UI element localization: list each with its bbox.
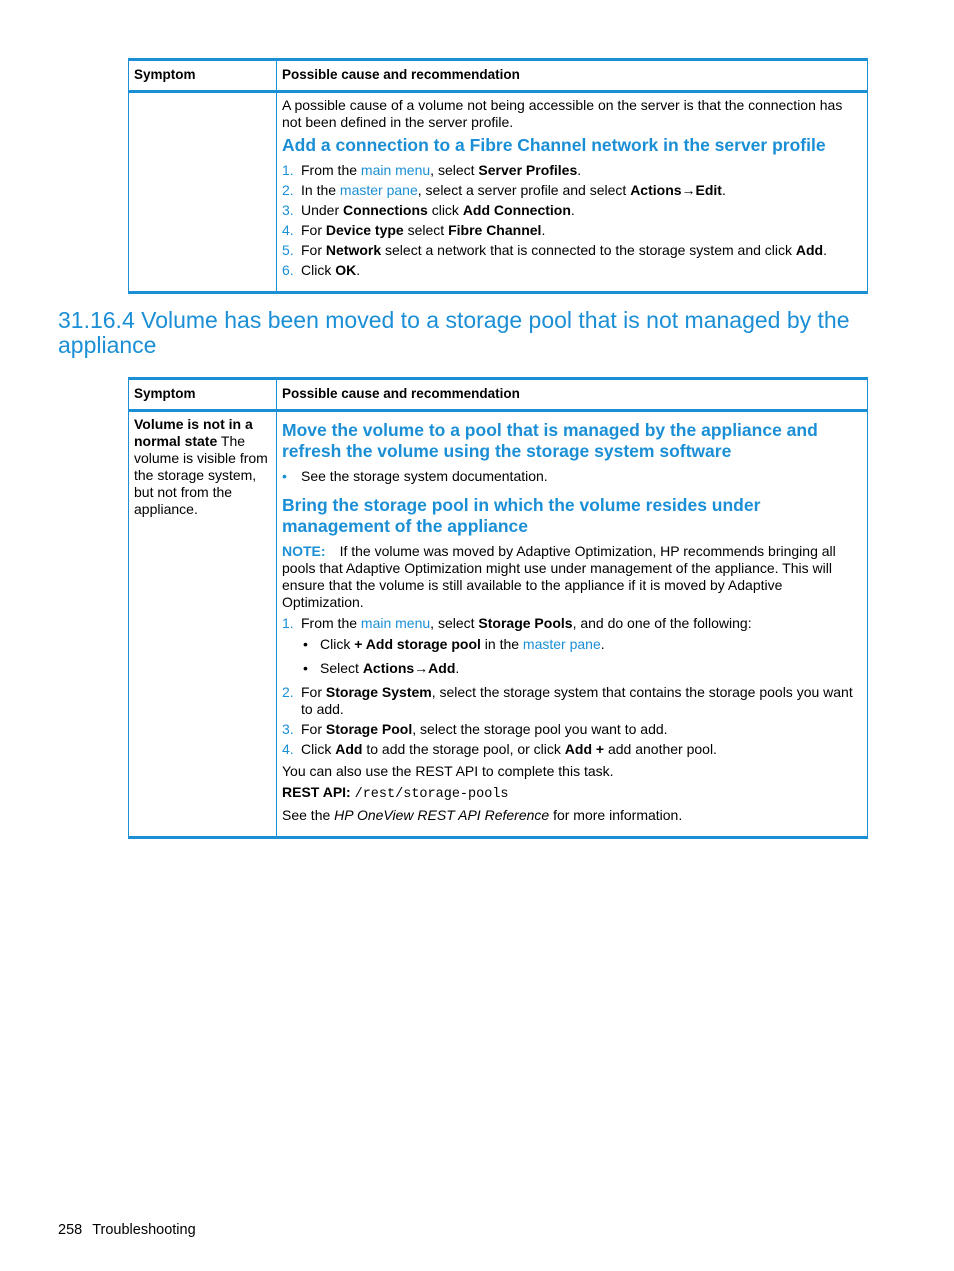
- table-storage-pool: [128, 377, 868, 839]
- step-1: 1. From the main menu, select Storage Pools, and do one of the following: • Click + Add storage pool in the master pane. • Select Actions→Add.: [282, 615, 862, 677]
- list-item: • Select Actions→Add.: [303, 660, 460, 676]
- step-6: 6. Click OK.: [282, 262, 361, 278]
- list-item: • See the storage system documentation.: [282, 468, 548, 484]
- step-4: 4. For Device type select Fibre Channel.: [282, 222, 546, 238]
- symptom-title: Volume is not in a normal state: [134, 416, 253, 449]
- header-cause: Possible cause and recommendation: [277, 379, 868, 411]
- main-menu-link[interactable]: main menu: [360, 162, 431, 178]
- header-symptom: Symptom: [129, 379, 277, 411]
- procedure-title-bring: Bring the storage pool in which the volume resides under management of the appliance: [282, 495, 761, 536]
- master-pane-link[interactable]: master pane: [522, 636, 601, 652]
- footer-label: Troubleshooting: [92, 1222, 196, 1238]
- procedure-title: Add a connection to a Fibre Channel network in the server profile: [282, 135, 826, 155]
- step-1: 1. From the main menu, select Server Profiles.: [282, 162, 582, 178]
- sub-list: [301, 636, 862, 677]
- page-footer: [58, 1222, 196, 1238]
- table-row: [129, 411, 868, 838]
- intro-text: A possible cause of a volume not being accessible on the server is that the connection has not been defined in the server profile.: [282, 97, 843, 130]
- master-pane-link[interactable]: master pane: [339, 182, 418, 198]
- symptom-cell: [129, 92, 277, 293]
- step-4: 4. Click Add to add the storage pool, or click Add + add another pool.: [282, 741, 717, 757]
- note: [282, 543, 862, 611]
- step-2: 2. In the master pane, select a server profile and select Actions→Edit.: [282, 182, 726, 198]
- bullet-icon: •: [303, 636, 308, 652]
- see-reference: See the HP OneView REST API Reference for more information.: [282, 807, 683, 823]
- procedure-bullets: [282, 468, 862, 485]
- note-label: NOTE:: [282, 543, 326, 559]
- page-number: 258: [58, 1222, 83, 1238]
- procedure-title-move: Move the volume to a pool that is managed by the appliance and refresh the volume using the storage system software: [282, 420, 818, 461]
- symptom-description: The volume is visible from the storage system, but not from the appliance.: [134, 433, 268, 517]
- rest-label: REST API:: [282, 784, 351, 800]
- symptom-cell: [129, 411, 277, 838]
- step-3: 3. For Storage Pool, select the storage pool you want to add.: [282, 721, 668, 737]
- table-connection: [128, 58, 868, 294]
- rest-path: /rest/storage-pools: [354, 787, 509, 802]
- table-row: [129, 92, 868, 293]
- rest-intro: You can also use the REST API to complete this task.: [282, 763, 614, 779]
- table-header-row: [129, 60, 868, 92]
- step-3: 3. Under Connections click Add Connection.: [282, 202, 575, 218]
- rest-api: [282, 784, 862, 803]
- bullet-icon: •: [282, 468, 287, 484]
- list-item: • Click + Add storage pool in the master pane.: [303, 636, 605, 652]
- note-text: If the volume was moved by Adaptive Optimization, HP recommends bringing all pools that Adaptive Optimization might use under management of the appliance. This will ensure that the volume is still available to the appliance if it is moved by Adaptive Optimization.: [282, 543, 836, 610]
- main-menu-link[interactable]: main menu: [360, 615, 431, 631]
- section-title: 31.16.4 Volume has been moved to a storage pool that is not managed by the appliance: [58, 307, 850, 358]
- procedure-steps: [282, 615, 862, 758]
- cause-cell: [277, 411, 868, 838]
- bullet-icon: •: [303, 660, 308, 676]
- cause-cell: [277, 92, 868, 293]
- header-symptom: Symptom: [129, 60, 277, 92]
- reference-title: HP OneView REST API Reference: [334, 807, 550, 823]
- step-2: 2. For Storage System, select the storage system that contains the storage pools you want to add.: [282, 684, 853, 717]
- procedure-steps: [282, 162, 862, 279]
- header-cause: Possible cause and recommendation: [277, 60, 868, 92]
- table-header-row: [129, 379, 868, 411]
- step-5: 5. For Network select a network that is connected to the storage system and click Add.: [282, 242, 827, 258]
